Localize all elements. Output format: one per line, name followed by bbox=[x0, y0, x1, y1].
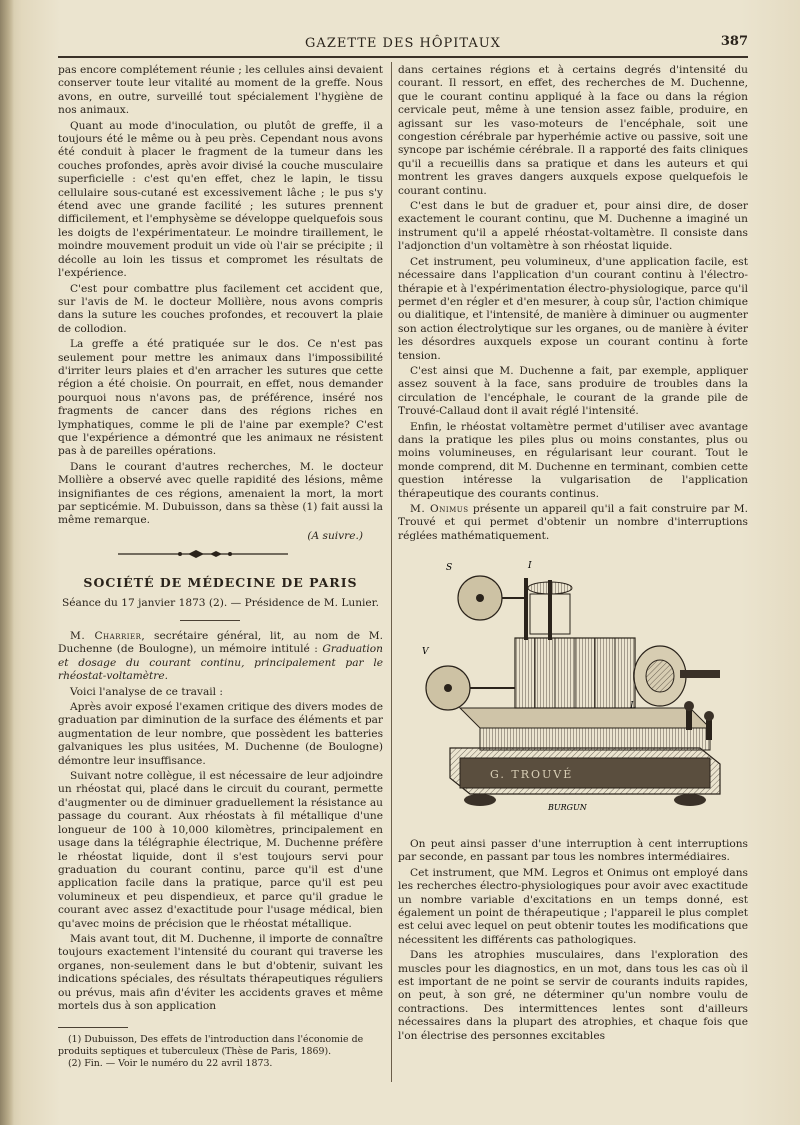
paragraph: Mais avant tout, dit M. Duchenne, il importe de connaître toujours exactement l'intensité du courant qui traverse les organes, non-seulement dans le but d'obtenir, suivant les indications spéciales, des résultats thérapeutiques réguliers ou prévus, mais afin d'éviter les accidents graves et même mortels dus à son application bbox=[58, 932, 383, 1012]
footnote: (2) Fin. — Voir le numéro du 22 avril 1873. bbox=[68, 1058, 273, 1069]
intro-text: secrétaire général, lit, au nom de M. Duchenne (de Boulogne), un mémoire intitulé : bbox=[58, 630, 384, 656]
footnote-rule bbox=[58, 1027, 128, 1028]
paragraph: Dans les atrophies musculaires, dans l'exploration des muscles pour les diagnostics, en un mot, dans tous les cas où il est important de ne point se servir de courants induits rapides, on peut, à son gré, ne déterminer qu'un nombre voulu de contractions. Des intermittences lentes sont d'ailleurs nécessaires dans la plupart des atrophies, et chaque fois que l'on électrise des personnes excitables bbox=[398, 949, 748, 1042]
session-line: Séance du 17 janvier 1873 (2). — Présidence de M. Lunier. bbox=[62, 597, 379, 609]
onimus-text: présente un appareil qu'il a fait construire par M. Trouvé et qui permet d'obtenir un nombre d'interruptions réglées mathématiquement. bbox=[398, 503, 748, 542]
figure-label-s: S bbox=[446, 563, 453, 573]
journal-title: GAZETTE DES HÔPITAUX bbox=[305, 36, 501, 51]
speaker-name: M. Onimus bbox=[410, 503, 469, 515]
speaker-name: M. Charrier, bbox=[70, 630, 146, 642]
short-rule bbox=[180, 620, 240, 621]
to-be-continued: (A suivre.) bbox=[307, 529, 363, 542]
figure-label-i: I bbox=[528, 561, 532, 571]
footnote: (1) Dubuisson, Des effets de l'introduction dans l'économie de produits septiques et tuberculeux (Thèse de Paris, 1869). bbox=[58, 1034, 364, 1057]
paragraph: Quant au mode d'inoculation, ou plutôt de greffe, il a toujours été le même ou à peu près. Cependant nous avons été conduit à placer le fragment de la tumeur dans les couches profondes, après avoir divisé la couche musculaire superficielle : c'est qu'en effet, chez le lapin, le tissu cellulaire sous-cutané est excessivement lâche ; le pus s'y étend avec une grande facilité ; les sutures prennent difficilement, et l'emphysème se développe quelquefois sous les doigts de l'expérimentateur. Le moindre tiraillement, le moindre mouvement produit un vide où l'air se précipite ; il décolle au loin les tissus et compromet les résultats de l'expérience. bbox=[58, 119, 383, 280]
paragraph: dans certaines régions et à certains degrés d'intensité du courant. Il ressort, en effet, des recherches de M. Duchenne, que le courant continu appliqué à la face ou dans la région cervicale peut, même à une tension assez faible, produire, en agissant sur les vaso-moteurs de l'encéphale, soit une congestion cérébrale par hyperhémie active ou passive, soit une syncope par ischémie cérébrale. Il a rapporté des faits cliniques qu'il a recueillis dans sa pratique et dans les auteurs et qui montrent les graves dangers auxquels expose quelquefois le courant continu. bbox=[398, 64, 748, 197]
paragraph: Cet instrument, peu volumineux, d'une application facile, est nécessaire dans l'application d'un courant continu à l'électro-thérapie et à l'expérimentation électro-physiologique, parce qu'il permet d'en régler et d'en mesurer, à coup sûr, l'action chimique ou dialitique, et l'intensité, de manière à diminuer ou augmenter son action électrolytique sur les organes, ou de manière à éviter les désordres auxquels expose un courant continu à forte tension. bbox=[398, 255, 748, 362]
paragraph: On peut ainsi passer d'une interruption à cent interruptions par seconde, en passant par tous les nombres intermédiaires. bbox=[398, 838, 748, 864]
paragraph: C'est ainsi que M. Duchenne a fait, par exemple, appliquer assez souvent à la face, sans produire de troubles dans la circulation de l'encéphale, le courant de la grande pile de Trouvé-Callaud dont il avait réglé l'intensité. bbox=[398, 364, 748, 418]
book-spine-shadow bbox=[0, 0, 14, 1125]
base-inscription: G. TROUVÉ bbox=[490, 768, 574, 781]
engraver-signature: BURGUN bbox=[548, 803, 587, 812]
section-title: SOCIÉTÉ DE MÉDECINE DE PARIS bbox=[83, 575, 358, 590]
column-divider bbox=[391, 62, 392, 1082]
onimus-paragraph bbox=[398, 503, 748, 543]
paragraph: C'est pour combattre plus facilement cet accident que, sur l'avis de M. le docteur Mollière, nous avons compris dans la suture les couches profondes, et recouvert la plaie de collodion. bbox=[58, 282, 383, 335]
running-head bbox=[58, 30, 748, 56]
memoir-title: Graduation et dosage du courant continu, principalement par le rhéostat-voltamètre. bbox=[58, 643, 383, 683]
paragraph: C'est dans le but de graduer et, pour ainsi dire, de doser exactement le courant continu, que M. Duchenne a imaginé un instrument qu'il a appelé rhéostat-voltamètre. Il consiste dans l'adjonction d'un voltamètre à son rhéostat liquide. bbox=[398, 200, 748, 253]
figure-label-l: L bbox=[630, 701, 636, 711]
paragraph: Dans le courant d'autres recherches, M. le docteur Mollière a observé avec quelle rapidité des lésions, même insignifiantes de ces régions, amenaient la mort, la mort par septicémie. M. Dubuisson, dans sa thèse (1) fait aussi la même remarque. bbox=[58, 460, 383, 527]
paragraph: pas encore complétement réunie ; les cellules ainsi devaient conserver toute leur vitalité au moment de la greffe. Nous avons, en outre, surveillé tout spécialement l'hygiène de nos animaux. bbox=[58, 64, 383, 117]
paragraph: Après avoir exposé l'examen critique des divers modes de graduation par diminution de la surface des éléments et par augmentation de leur nombre, que possèdent les batteries galvaniques les plus usitées, M. Duchenne (de Boulogne) démontre leur insuffisance. bbox=[58, 701, 383, 767]
paragraph: Suivant notre collègue, il est nécessaire de leur adjoindre un rhéostat qui, placé dans le circuit du courant, permette d'augmenter ou de diminuer graduellement la résistance au passage du courant. Aux rhéostats à fil métallique d'une longueur de 100 à 10,000 kilomètres, principalement en usage dans la télégraphie électrique, M. Duchenne préfère le rhéostat liquide, dont il s'est toujours servi pour graduation du courant continu, parce qu'il est d'une application facile dans la pratique, parce qu'il est peu volumineux et peu dispendieux, et parce qu'il gradue le courant avec assez d'exactitude pour l'usage médical, bien qu'avec moins de précision que le rhéostat métallique. bbox=[58, 770, 383, 930]
society-report bbox=[58, 630, 383, 1015]
paragraph: Voici l'analyse de ce travail : bbox=[70, 685, 223, 698]
figure-label-v: V bbox=[422, 647, 429, 657]
section-ornament bbox=[118, 547, 288, 561]
right-column bbox=[398, 64, 748, 545]
paragraph: Cet instrument, que MM. Legros et Onimus ont employé dans les recherches électro-physiologiques pour avoir avec exactitude un nombre variable d'excitations en un temps donné, est également un point de thérapeutique ; l'appareil le plus complet est celui avec lequel on peut obtenir toutes les modifications que nécessitent les différents cas pathologiques. bbox=[398, 866, 748, 946]
paragraph: La greffe a été pratiquée sur le dos. Ce n'est pas seulement pour mettre les animaux dans l'impossibilité d'irriter leurs plaies et d'en arracher les sutures que cette région a été choisie. On pourrait, en effet, nous demander pourquoi nous n'avons pas, de préférence, inséré nos fragments de cancer dans des régions riches en lymphatiques, comme le pli de l'aine par exemple? C'est que l'expérience a démontré que les animaux ne résistent pas à de pareilles opérations. bbox=[58, 338, 383, 458]
page-number: 387 bbox=[720, 34, 748, 49]
left-column bbox=[58, 64, 383, 543]
header-rule bbox=[58, 56, 748, 58]
footnotes bbox=[58, 1034, 383, 1070]
interrupter-apparatus-engraving bbox=[420, 558, 730, 820]
paragraph: Enfin, le rhéostat voltamètre permet d'utiliser avec avantage dans la pratique les piles plus ou moins constantes, plus ou moins volumineuses, en régularisant leur courant. Tout le monde comprend, dit M. Duchenne en terminant, combien cette question intéresse la vulgarisation de l'application thérapeutique des courants continus. bbox=[398, 420, 748, 500]
right-column-continued bbox=[398, 838, 748, 1045]
report-intro bbox=[58, 630, 383, 684]
